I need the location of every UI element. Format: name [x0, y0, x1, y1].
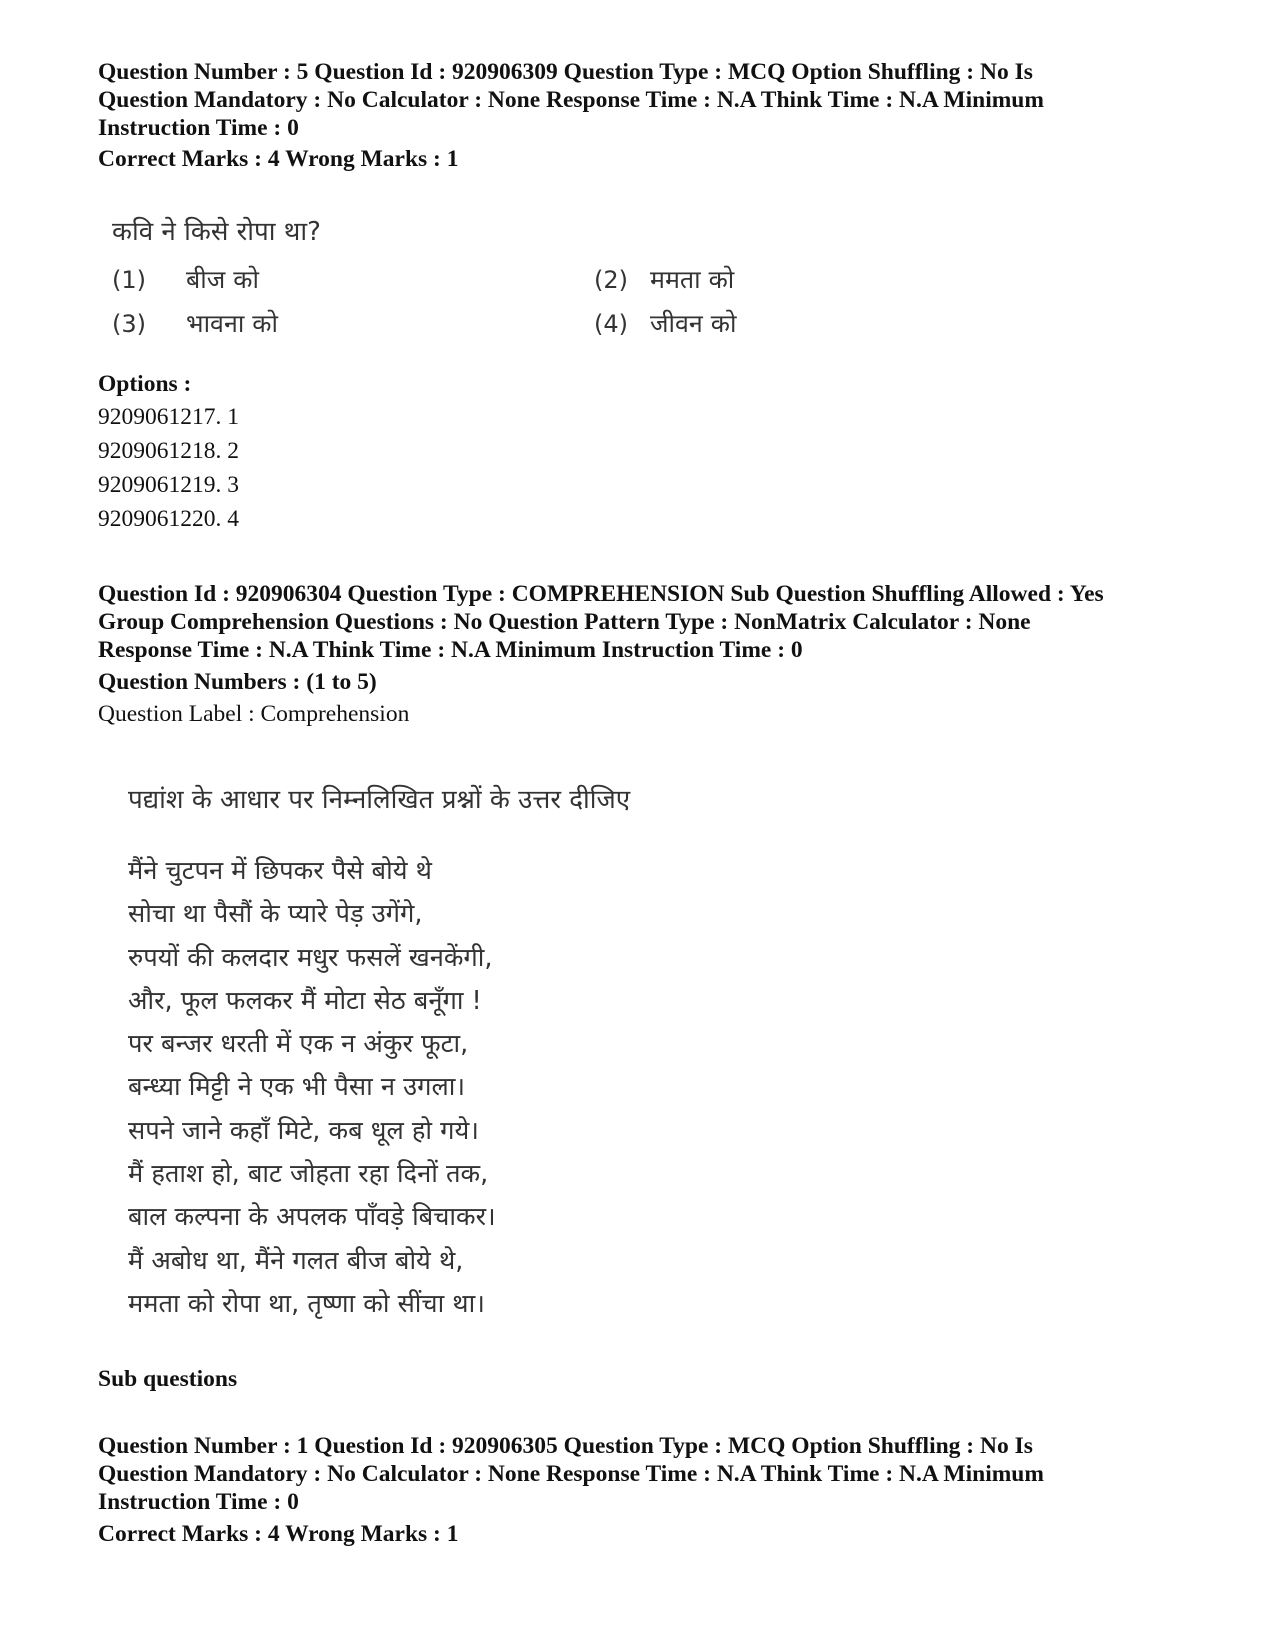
comprehension-meta [98, 580, 1208, 664]
poem-line: बन्ध्या मिट्टी ने एक भी पैसा न उगला। [128, 1072, 466, 1103]
poem-line: मैंने चुटपन में छिपकर पैसे बोये थे [128, 856, 432, 886]
question-5-choice-3 [112, 306, 278, 340]
poem-line: मैं हताश हो, बाट जोहता रहा दिनों तक, [128, 1159, 489, 1190]
option-item: 9209061218. 2 [98, 438, 239, 464]
choice-text: बीज को [186, 265, 259, 294]
sub-questions-heading: Sub questions [98, 1366, 238, 1392]
poem-line: सपने जाने कहाँ मिटे, कब धूल हो गये। [128, 1115, 479, 1146]
question-5-meta [98, 58, 1208, 142]
question-5-text: कवि ने किसे रोपा था? [112, 217, 321, 247]
meta-line: Question Mandatory : No Calculator : None Response Time : N.A Think Time : N.A Minimum [98, 1461, 1044, 1487]
options-heading: Options : [98, 371, 192, 397]
meta-line: Question Number : 1 Question Id : 920906305 Question Type : MCQ Option Shuffling : No Is [98, 1433, 1033, 1459]
poem-line: मैं अबोध था, मैंने गलत बीज बोये थे, [128, 1245, 464, 1276]
meta-line: Question Id : 920906304 Question Type : COMPREHENSION Sub Question Shuffling Allowed : Yes [98, 581, 1104, 607]
poem-line: पर बन्जर धरती में एक न अंकुर फूटा, [128, 1029, 469, 1060]
poem-line: बाल कल्पना के अपलक पाँवड़े बिचाकर। [128, 1202, 496, 1233]
poem [128, 853, 496, 1329]
choice-text: ममता को [650, 265, 735, 294]
question-5-choice-2 [594, 262, 734, 296]
meta-line: Group Comprehension Questions : No Question Pattern Type : NonMatrix Calculator : None [98, 609, 1031, 635]
meta-line: Response Time : N.A Think Time : N.A Minimum Instruction Time : 0 [98, 637, 803, 663]
option-item: 9209061220. 4 [98, 506, 239, 532]
meta-line: Instruction Time : 0 [98, 1489, 299, 1515]
question-5-choice-1 [112, 262, 259, 296]
question-5-marks: Correct Marks : 4 Wrong Marks : 1 [98, 146, 459, 172]
choice-number: (3) [112, 310, 146, 338]
poem-line: ममता को रोपा था, तृष्णा को सींचा था। [128, 1288, 485, 1319]
sub-question-1-meta [98, 1432, 1208, 1516]
option-item: 9209061217. 1 [98, 404, 239, 430]
option-item: 9209061219. 3 [98, 472, 239, 498]
choice-text: भावना को [186, 309, 278, 338]
meta-line: Question Mandatory : No Calculator : None Response Time : N.A Think Time : N.A Minimum [98, 87, 1044, 113]
choice-number: (4) [594, 310, 628, 338]
poem-line: रुपयों की कलदार मधुर फसलें खनकेंगी, [128, 942, 493, 973]
meta-line: Question Number : 5 Question Id : 920906309 Question Type : MCQ Option Shuffling : No Is [98, 59, 1033, 85]
poem-line: सोचा था पैसौं के प्यारे पेड़ उगेंगे, [128, 899, 423, 930]
options-list [98, 400, 1208, 536]
poem-line: और, फूल फलकर मैं मोटा सेठ बनूँगा ! [128, 985, 482, 1016]
meta-line: Instruction Time : 0 [98, 115, 299, 141]
choice-text: जीवन को [650, 309, 737, 338]
question-numbers: Question Numbers : (1 to 5) [98, 669, 377, 695]
choice-number: (1) [112, 266, 146, 294]
question-label: Question Label : Comprehension [98, 701, 410, 727]
sub-question-1-marks: Correct Marks : 4 Wrong Marks : 1 [98, 1521, 459, 1547]
question-5-choice-4 [594, 306, 736, 340]
choice-number: (2) [594, 266, 628, 294]
passage-heading: पद्यांश के आधार पर निम्नलिखित प्रश्नों के उत्तर दीजिए [128, 785, 631, 815]
